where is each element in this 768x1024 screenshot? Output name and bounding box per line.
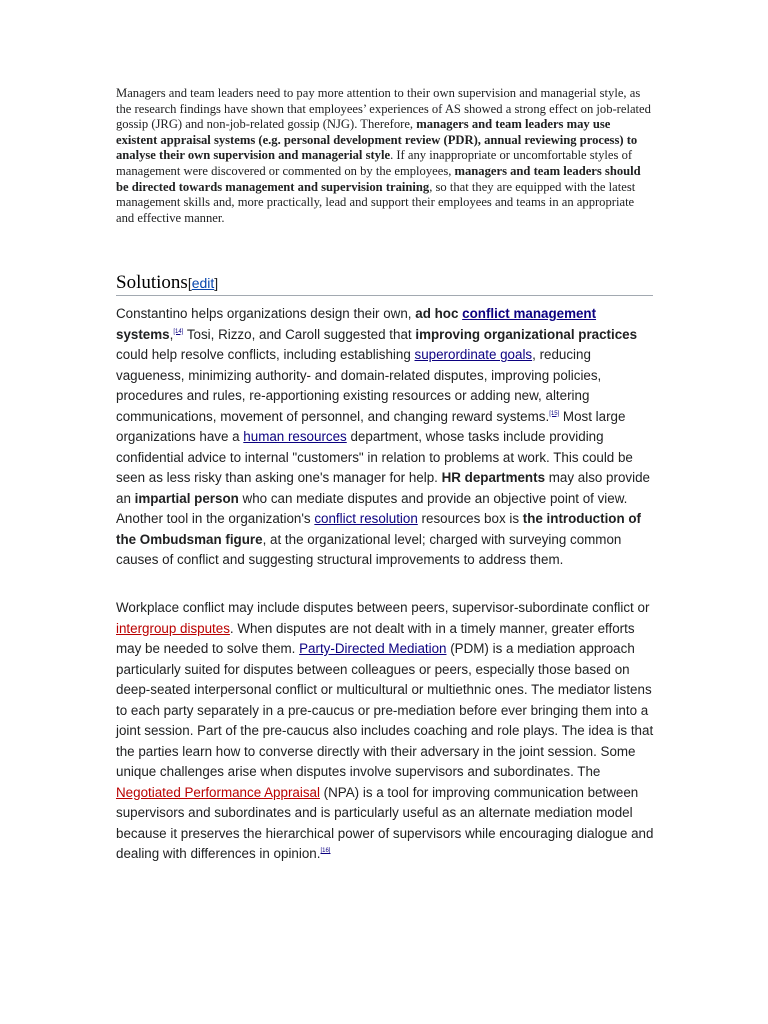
section-heading <box>116 272 653 296</box>
text-run: , <box>169 326 174 342</box>
reference-14[interactable]: [14] <box>173 328 184 335</box>
text-run: , reducing vagueness, minimizing authority- and domain-related disputes, improving policies, procedures and rules, re-apportioning existing resources or adding new, altering communications, movement of personnel, and changing reward systems. <box>116 347 602 424</box>
bold-run: impartial person <box>134 490 239 506</box>
link-party-directed-mediation[interactable]: Party-Directed Mediation <box>299 641 447 656</box>
reference-16[interactable]: [16] <box>320 848 331 854</box>
bold-run: ad hoc <box>415 306 459 321</box>
text-run: . When disputes are not dealt with in a timely manner, greater efforts may be needed to solve them. <box>116 620 635 656</box>
edit-link[interactable]: edit <box>191 275 215 291</box>
section-title: Solutions <box>116 272 188 293</box>
text-run: , so that they are equipped with the latest management skills and, more practically, lead and support their employees and teams in an appropriate and effective manner. <box>116 179 636 225</box>
text-run: may also provide an <box>116 470 650 506</box>
bold-run: managers and team leaders should be directed towards management and supervision training <box>116 163 641 194</box>
link-negotiated-performance-appraisal[interactable]: Negotiated Performance Appraisal <box>116 784 320 800</box>
text-run: Most large organizations have a <box>116 408 626 444</box>
text-run: Managers and team leaders need to pay more attention to their own supervision and managerial style, as the research findings have shown that employees’ experiences of AS showed a strong effect on job-related gossip (JRG) and non-job-related gossip (NJG). Therefore, <box>116 86 651 132</box>
text-run: who can mediate disputes and provide an objective point of view. Another tool in the organization's <box>116 490 628 526</box>
text-run: Tosi, Rizzo, and Caroll suggested that <box>183 326 416 342</box>
text-run: (PDM) is a mediation approach particularly suited for disputes between colleagues or peers, especially those based on deep-seated interpersonal conflict or multicultural or multiethnic ones. The mediator listens to each party separately in a pre-caucus or pre-mediation before ever bringing them into a joint session. Part of the pre-caucus also includes coaching and role plays. The idea is that the parties learn how to converse directly with their adversary in the joint session. Some unique challenges arise when disputes involve supervisors and subordinates. The <box>116 641 654 779</box>
text-run: resources box is <box>417 511 523 526</box>
edit-section <box>188 275 218 291</box>
bold-run: managers and team leaders may use existent appraisal systems (e.g. personal development review (PDR), annual reviewing process) to analyse their own supervision and managerial style <box>116 117 638 163</box>
solutions-paragraph-2 <box>116 598 654 865</box>
reference-15[interactable]: [15] <box>549 410 560 417</box>
bold-run: improving organizational practices <box>415 326 638 342</box>
link-conflict-resolution[interactable]: conflict resolution <box>314 511 418 526</box>
bracket-close: ] <box>214 275 219 291</box>
text-run: . If any inappropriate or uncomfortable styles of management were discovered or commented on by the employees, <box>116 148 633 178</box>
bold-run: the introduction of the Ombudsman figure <box>116 511 642 547</box>
link-conflict-management[interactable]: conflict management <box>462 306 597 321</box>
text-run: could help resolve conflicts, including establishing <box>116 347 415 362</box>
bold-run: HR departments <box>441 470 546 485</box>
link-superordinate-goals[interactable]: superordinate goals <box>414 347 533 362</box>
intro-paragraph <box>116 86 652 226</box>
link-intergroup-disputes[interactable]: intergroup disputes <box>116 620 230 636</box>
link-human-resources[interactable]: human resources <box>243 429 347 444</box>
bracket-open: [ <box>187 275 192 291</box>
text-run: (NPA) is a tool for improving communication between supervisors and subordinates and is particularly useful as an alternate mediation model because it preserves the hierarchical power of supervisors while encouraging dialogue and dealing with differences in opinion. <box>116 784 654 861</box>
text-run: Constantino helps organizations design their own, <box>116 306 416 321</box>
text-run: , at the organizational level; charged with surveying common causes of conflict and suggesting structural improvements to address them. <box>116 531 622 567</box>
text-run: department, whose tasks include providing confidential advice to internal "customers" in relation to problems at work. This could be seen as less risky than asking one's manager for help. <box>116 429 633 485</box>
solutions-paragraph-1 <box>116 304 654 571</box>
text-run: Workplace conflict may include disputes between peers, supervisor-subordinate conflict or <box>116 600 650 615</box>
bold-run: systems <box>116 326 170 342</box>
